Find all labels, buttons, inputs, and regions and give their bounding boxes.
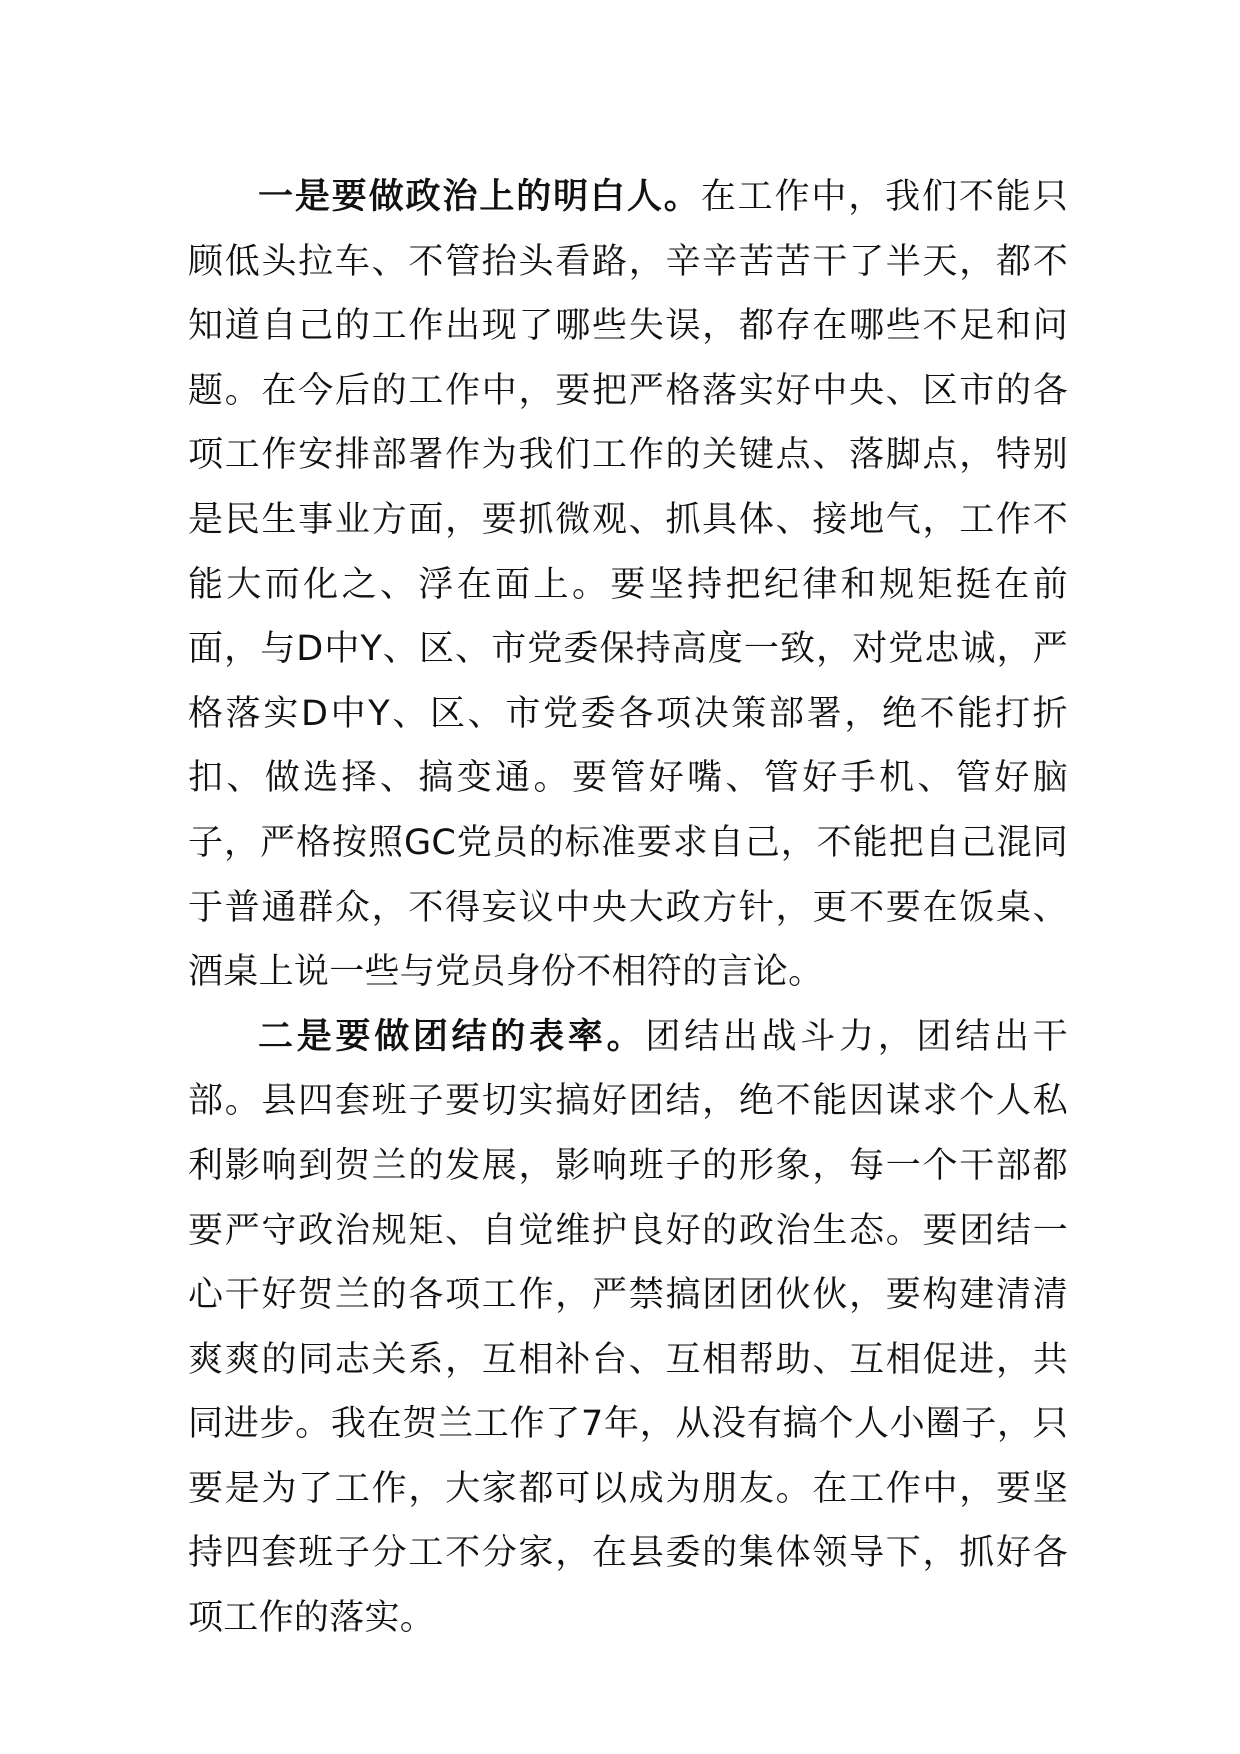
paragraph-body-text: 在工作中，我们不能只顾低头拉车、不管抬头看路，辛辛苦苦干了半天，都不知道自己的工作出现了哪些失误，都存在哪些不足和问题。在今后的工作中，要把严格落实好中央、区市的各项工作安排部署作为我们工作的关键点、落脚点，特别是民生事业方面，要抓微观、抓具体、接地气，工作不能大而化之、浮在面上。要坚持把纪律和规矩挺在前面，与D中Y、区、市党委保持高度一致，对党忠诚，严格落实D中Y、区、市党委各项决策部署，绝不能打折扣、做选择、搞变通。要管好嘴、管好手机、管好脑子，严格按照GC党员的标准要求自己，不能把自己混同于普通群众，不得妄议中央大政方针，更不要在饭桌、酒桌上说一些与党员身份不相符的言论。 [188, 177, 1068, 993]
paragraph-body-text: 团结出战斗力，团结出干部。县四套班子要切实搞好团结，绝不能因谋求个人私利影响到贺兰的发展，影响班子的形象，每一个干部都要严守政治规矩、自觉维护良好的政治生态。要团结一心干好贺兰的各项工作，严禁搞团团伙伙，要构建清清爽爽的同志关系，互相补台、互相帮助、互相促进，共同进步。我在贺兰工作了7年，从没有搞个人小圈子，只要是为了工作，大家都可以成为朋友。在工作中，要坚持四套班子分工不分家，在县委的集体领导下，抓好各项工作的落实。 [188, 1016, 1068, 1639]
paragraph-unity-model [188, 1005, 1068, 1651]
paragraph-lead-heading: 一是要做政治上的明白人。 [258, 177, 701, 217]
document-body [188, 165, 1068, 1651]
paragraph-political-awareness [188, 165, 1068, 1005]
paragraph-lead-heading: 二是要做团结的表率。 [258, 1016, 646, 1057]
